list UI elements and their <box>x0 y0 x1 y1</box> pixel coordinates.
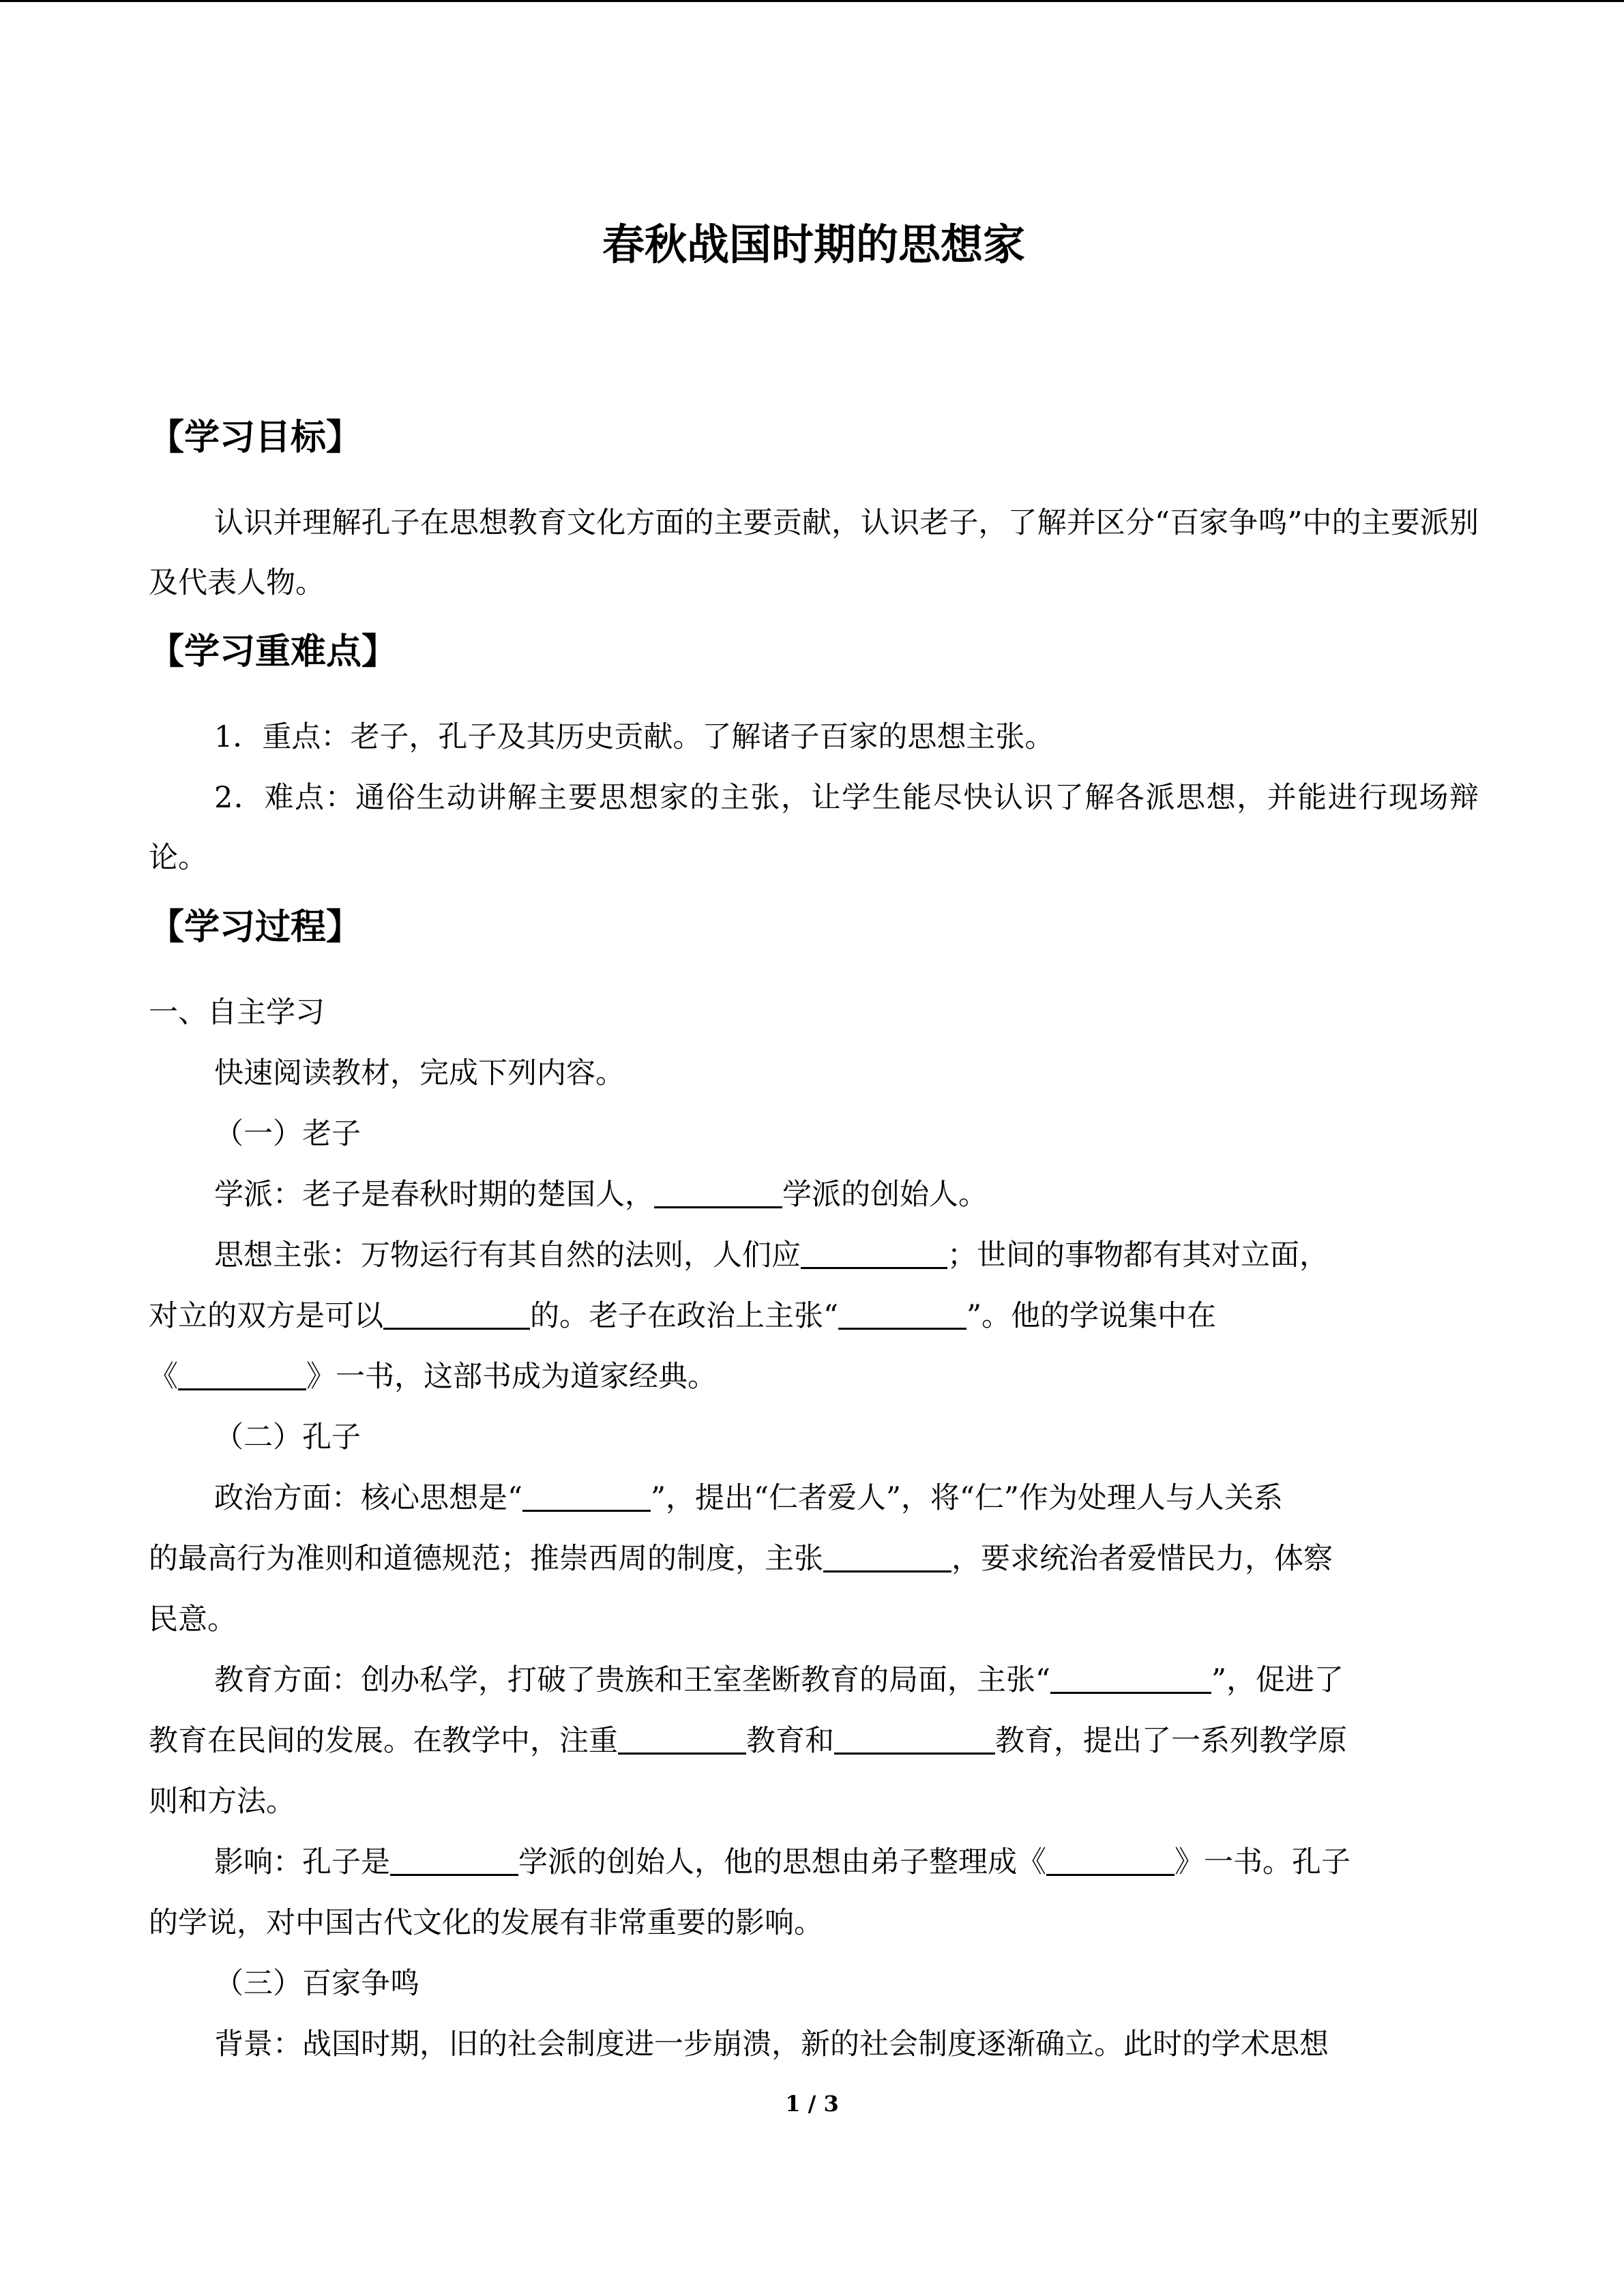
page-number: 1 / 3 <box>785 2091 839 2117</box>
laozi-book-text: 《 <box>149 1360 178 1394</box>
laozi-book-text-end: 》一书，这部书成为道家经典。 <box>306 1360 717 1394</box>
subsection-confucius: （二）孔子 <box>214 1420 361 1455</box>
laozi-thought-line-1 <box>214 1225 1329 1285</box>
goals-text: 认识并理解孔子在思想教育文化方面的主要贡献，认识老子，了解并区分“百家争鸣”中的主要派别及代表人物。 <box>149 506 1479 600</box>
fill-blank[interactable] <box>383 1300 530 1330</box>
fill-blank[interactable] <box>823 1543 951 1572</box>
confucius-impact-line-2: 的学说，对中国古代文化的发展有非常重要的影响。 <box>149 1906 823 1940</box>
laozi-thought-text: 思想主张：万物运行有其自然的法则，人们应 <box>214 1238 801 1272</box>
section-heading-process: 【学习过程】 <box>149 907 362 948</box>
laozi-book-line <box>149 1347 717 1407</box>
laozi-thought-text-4: 的。老子在政治上主张“ <box>530 1299 838 1333</box>
hundred-schools-background: 背景：战国时期，旧的社会制度进一步崩溃，新的社会制度逐渐确立。此时的学术思想 <box>214 2027 1329 2061</box>
instruction-text: 快速阅读教材，完成下列内容。 <box>214 1056 625 1090</box>
edu-text-5: 教育，提出了一系列教学原 <box>995 1724 1347 1758</box>
politics-text: 政治方面：核心思想是“ <box>214 1481 522 1515</box>
key-point-item-1: 1．重点：老子，孔子及其历史贡献。了解诸子百家的思想主张。 <box>214 720 1054 754</box>
part-self-study: 一、自主学习 <box>149 996 325 1030</box>
laozi-school-text: 学派：老子是春秋时期的楚国人， <box>214 1178 654 1212</box>
laozi-thought-line-2 <box>149 1286 1216 1346</box>
confucius-edu-line-3: 则和方法。 <box>149 1785 295 1819</box>
confucius-politics-line-3: 民意。 <box>149 1602 237 1637</box>
laozi-thought-text-3: 对立的双方是可以 <box>149 1299 383 1333</box>
fill-blank[interactable] <box>390 1847 518 1876</box>
fill-blank[interactable] <box>522 1482 651 1512</box>
subsection-hundred-schools: （三）百家争鸣 <box>214 1967 419 2001</box>
section-heading-goals: 【学习目标】 <box>149 417 362 458</box>
section-heading-key-points: 【学习重难点】 <box>149 631 398 672</box>
confucius-edu-line-1 <box>214 1650 1344 1710</box>
subsection-laozi: （一）老子 <box>214 1117 361 1151</box>
politics-text-2: ”，提出“仁者爱人”，将“仁”作为处理人与人关系 <box>650 1481 1283 1515</box>
confucius-edu-line-2 <box>149 1711 1347 1771</box>
document-title: 春秋战国时期的思想家 <box>602 220 1025 269</box>
fill-blank[interactable] <box>654 1179 782 1208</box>
key-point-item-2: 2．难点：通俗生动讲解主要思想家的主张，让学生能尽快认识了解各派思想，并能进行现场辩论。 <box>149 781 1479 875</box>
edu-text-3: 教育在民间的发展。在教学中，注重 <box>149 1724 618 1758</box>
politics-text-4: ，要求统治者爱惜民力，体察 <box>951 1542 1333 1576</box>
politics-text-3: 的最高行为准则和道德规范；推崇西周的制度，主张 <box>149 1542 823 1576</box>
impact-text-2: 学派的创始人，他的思想由弟子整理成《 <box>518 1845 1046 1879</box>
laozi-thought-text-5: ”。他的学说集中在 <box>966 1299 1216 1333</box>
edu-text-4: 教育和 <box>746 1724 834 1758</box>
confucius-politics-line-2 <box>149 1529 1333 1589</box>
fill-blank[interactable] <box>801 1240 947 1269</box>
fill-blank[interactable] <box>618 1725 746 1755</box>
fill-blank[interactable] <box>1046 1847 1175 1876</box>
fill-blank[interactable] <box>178 1361 306 1390</box>
fill-blank[interactable] <box>834 1725 995 1755</box>
impact-text: 影响：孔子是 <box>214 1845 390 1879</box>
edu-text-2: ”，促进了 <box>1211 1663 1344 1697</box>
laozi-school-text-end: 学派的创始人。 <box>782 1178 988 1212</box>
laozi-school-line <box>214 1165 988 1225</box>
fill-blank[interactable] <box>838 1300 966 1330</box>
impact-text-3: 》一书。孔子 <box>1175 1845 1350 1879</box>
confucius-politics-line-1 <box>214 1468 1283 1528</box>
fill-blank[interactable] <box>1050 1665 1211 1694</box>
edu-text: 教育方面：创办私学，打破了贵族和王室垄断教育的局面，主张“ <box>214 1663 1050 1697</box>
confucius-impact-line-1 <box>214 1832 1350 1892</box>
laozi-thought-text-2: ；世间的事物都有其对立面， <box>947 1238 1329 1272</box>
